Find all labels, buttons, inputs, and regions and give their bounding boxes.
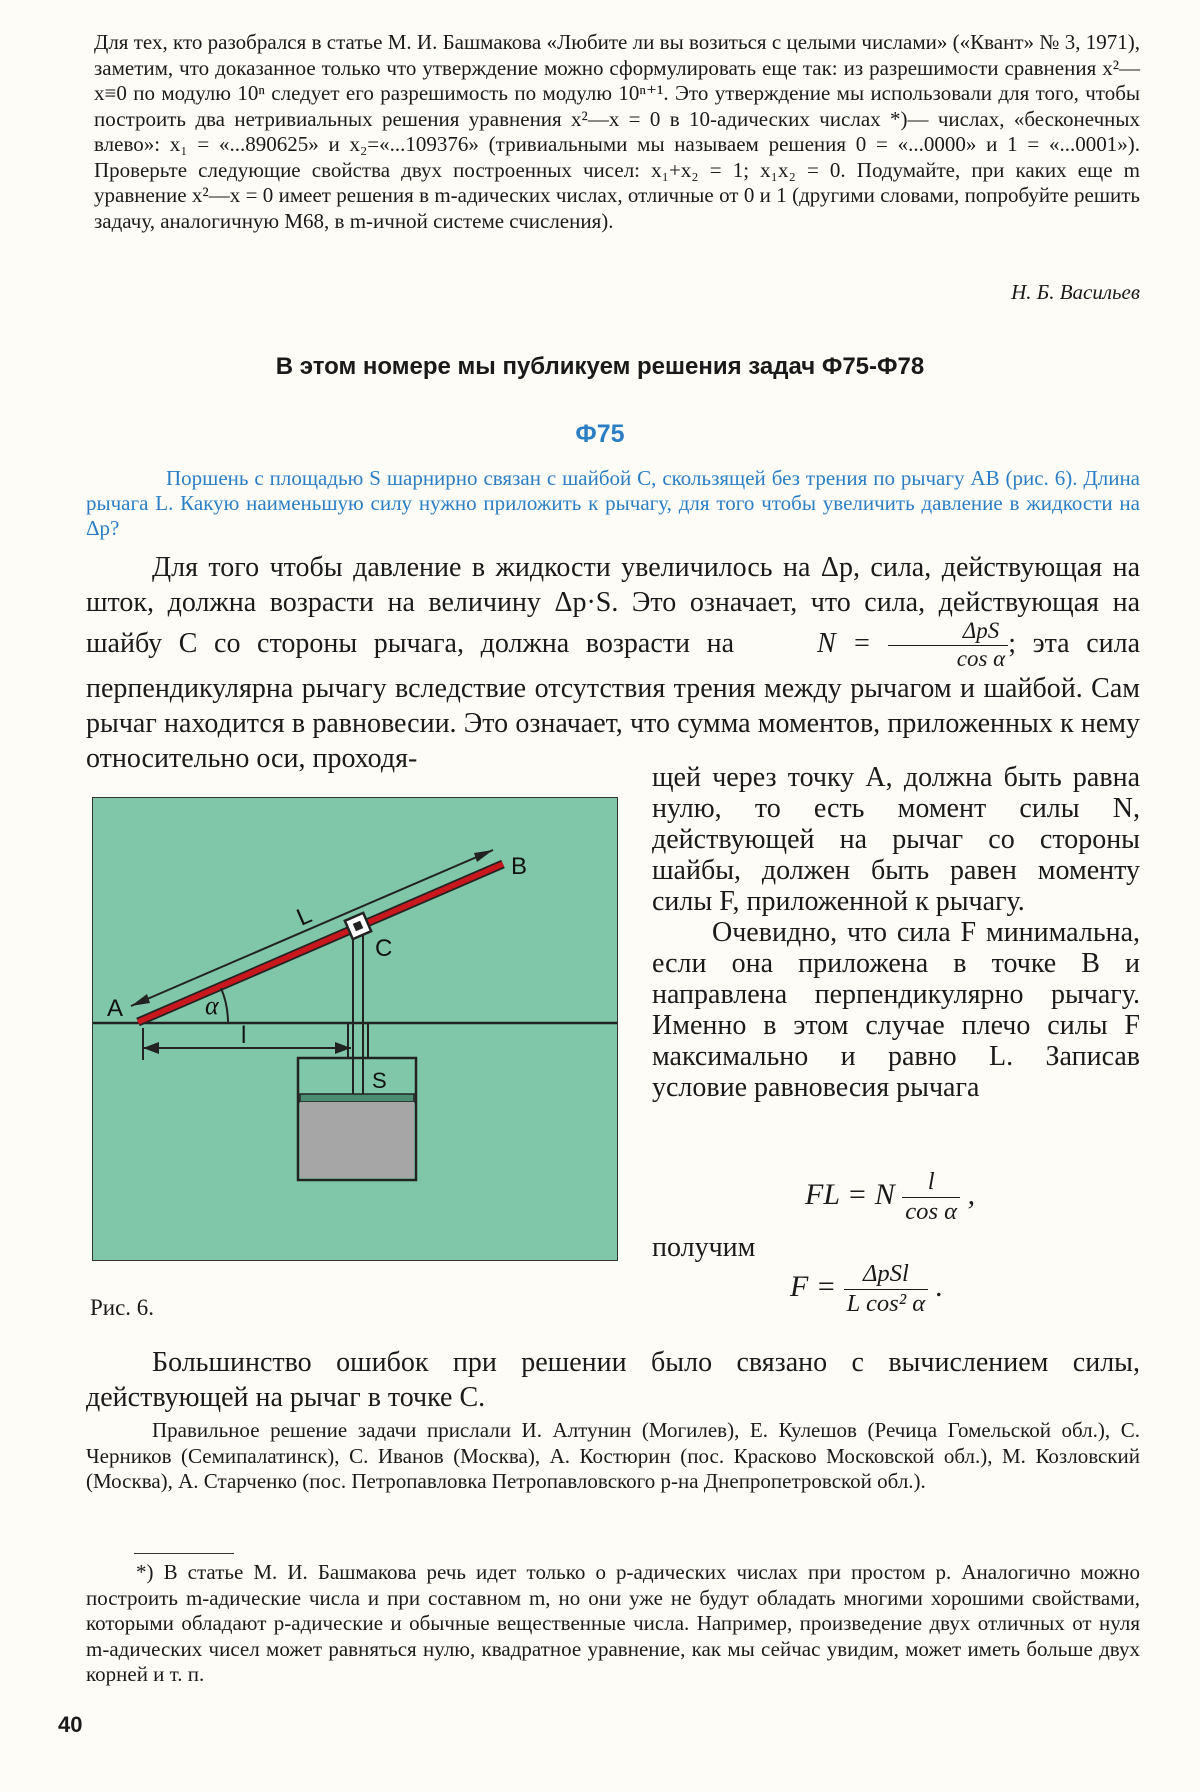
formula-n-num: ΔpS: [888, 620, 1008, 646]
solution-top: [86, 550, 1140, 776]
label-arm-l: l: [241, 1022, 247, 1049]
problem-id: Ф75: [575, 420, 625, 448]
arrowhead-left: [131, 994, 150, 1006]
solution-p1-rest: ; эта сила перпендикулярна рычагу вследствие отсутствия трения между рычагом и шайбой. Сам рычаг находится в равновесии. Это означает, что сумма моментов, приложенных к нему относительно оси, проходя-: [86, 627, 1141, 774]
label-s: S: [372, 1068, 387, 1093]
formula-n-den: cos α: [956, 645, 1006, 671]
label-c: C: [375, 935, 393, 962]
formula-equilibrium-fraction: [902, 1170, 960, 1224]
footnote: *) В статье М. И. Башмакова речь идет только о p-адических числах при простом p. Аналогично можно построить m-адические числа и при составном m, но они уже не будут обладать многими хорошими свойствами, которыми обладают p-адические и обычные вещественные числа. Например, произведение двух отличных от нуля m-адических чисел может равняться нулю, квадратное уравнение, как мы сейчас увидим, может иметь больше двух корней и т. п.: [86, 1560, 1140, 1686]
figure-lever-diagram: [92, 797, 618, 1261]
arrowhead-right: [474, 850, 493, 862]
formula-result: [790, 1262, 943, 1316]
problem-statement: Поршень с площадью S шарнирно связан с шайбой C, скользящей без трения по рычагу AB (рис. 6). Длина рычага L. Какую наименьшую силу нужно приложить к рычагу, для того чтобы увеличить давление в жидкости на Δp?: [86, 466, 1140, 540]
footnote-divider: [134, 1553, 234, 1554]
label-alpha: α: [205, 991, 219, 1020]
lever-ab: [138, 864, 503, 1022]
formula-equilibrium-den: cos α: [905, 1197, 958, 1225]
piston: [300, 1094, 414, 1102]
liquid: [300, 1102, 414, 1178]
label-b: B: [511, 853, 528, 880]
formula-result-fraction: [844, 1262, 929, 1316]
formula-result-den: L cos² α: [846, 1289, 926, 1317]
formula-equilibrium-lhs: FL = N: [805, 1177, 895, 1211]
formula-n-fraction: [888, 620, 1008, 671]
intro-text: Для тех, кто разобрался в статье М. И. Башмакова «Любите ли вы возиться с целыми числами» («Квант» № 3, 1971), заметим, что доказанное только что утверждение можно сформулировать еще так: из разрешимости сравнения x²—x≡0 по модулю 10ⁿ следует его разрешимость по модулю 10ⁿ⁺¹. Это утверждение мы использовали для того, чтобы построить два нетривиальных решения уравнения x²—x = 0 в 10-адических числах *)— числах, «бесконечных влево»: x₁ = «...890625» и x₂=«...109376» (тривиальными мы называем решения 0 = «...0000» и 1 = «...0001»). Проверьте следующие свойства двух построенных чисел: x₁+x₂ = 1; x₁x₂ = 0. Подумайте, при каких еще m уравнение x²—x = 0 имеет решения в m-адических числах, отличные от 0 и 1 (другими словами, попробуйте решить задачу, аналогичную М68, в m-ичной системе счисления).: [94, 30, 1140, 233]
label-length-l: L: [292, 901, 316, 932]
word-poluchim: получим: [652, 1232, 756, 1263]
formula-result-num: ΔpSl: [844, 1262, 929, 1290]
angle-arc: [221, 988, 228, 1023]
dim-arrowhead-left: [143, 1042, 159, 1054]
solution-p1-text: Для того чтобы давление в жидкости увеличилось на Δp, сила, действующая на шток, должна возрасти на величину Δp·S. Это означает, что сила, действующая на шайбу C со стороны рычага, должна возрасти: [86, 552, 1140, 659]
solvers-list: Правильное решение задачи прислали И. Алтунин (Могилев), Е. Кулешов (Речица Гомельской обл.), С. Черников (Семипалатинск), С. Иванов (Москва), А. Костюрин (пос. Красково Московской обл.), М. Козловский (Москва), А. Старченко (пос. Петропавловка Петропавловского р-на Днепропетровской обл.).: [86, 1418, 1140, 1493]
formula-result-tail: .: [928, 1269, 944, 1303]
formula-equilibrium: [805, 1170, 975, 1224]
solution-right-column: [652, 762, 1140, 1103]
label-a: A: [107, 995, 124, 1022]
formula-equilibrium-tail: ,: [960, 1177, 976, 1211]
intro-signature: Н. Б. Васильев: [1011, 280, 1140, 304]
solution-p2: Очевидно, что сила F минимальна, если она приложена в точке B и направлена перпендикулярно рычагу. Именно в этом случае плечо силы F максимально и равно L. Записав условие равновесия рычага: [652, 917, 1140, 1103]
lever-diagram-svg: [93, 798, 617, 1260]
formula-n-lhs: N =: [817, 627, 872, 659]
solution-p1-na: на: [706, 627, 734, 659]
figure-caption: Рис. 6.: [90, 1295, 155, 1320]
page-number: 40: [58, 1712, 83, 1737]
intro-paragraph: [94, 30, 1140, 234]
solution-p3: Большинство ошибок при решении было связано с вычислением силы, действующей на рычаг в точке C.: [86, 1347, 1140, 1413]
formula-equilibrium-num: l: [902, 1170, 960, 1198]
section-title: В этом номере мы публикуем решения задач Ф75-Ф78: [275, 353, 925, 380]
formula-result-lhs: F =: [790, 1269, 837, 1303]
solution-p1-right: щей через точку A, должна быть равна нулю, то есть момент силы N, действующей на рычаг со стороны шайбы, должен быть равен моменту силы F, приложенной к рычагу.: [652, 762, 1140, 917]
length-arrow-l-upper: [131, 850, 493, 1006]
solution-p1: [86, 550, 1140, 776]
